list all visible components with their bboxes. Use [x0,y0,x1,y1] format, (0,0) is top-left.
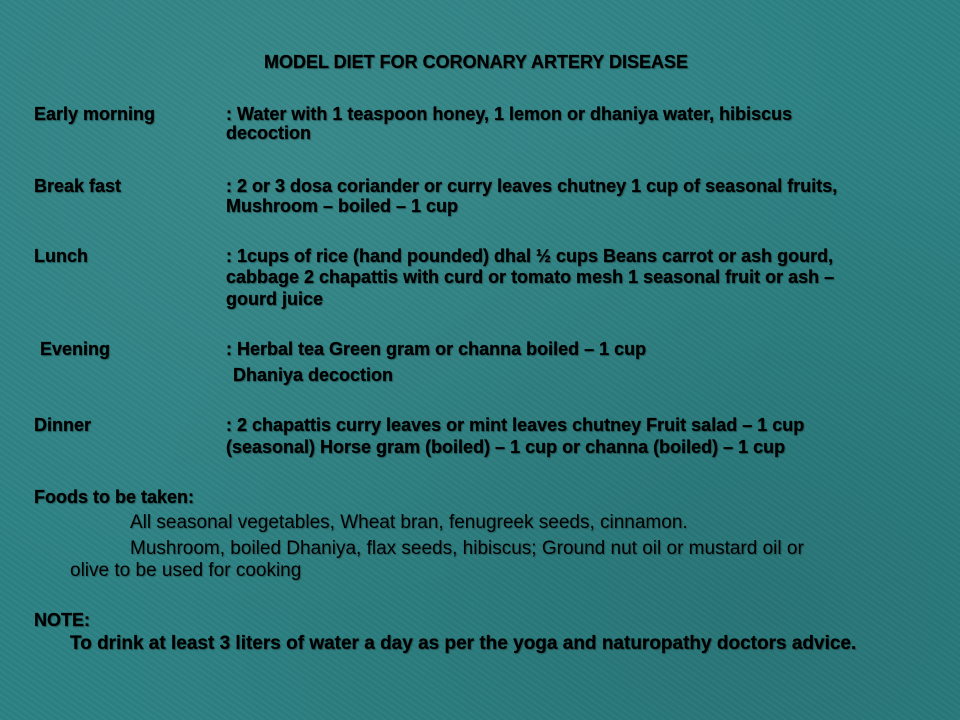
meal-desc-lunch-line2: cabbage 2 chapattis with curd or tomato mesh 1 seasonal fruit or ash – [226,267,835,287]
meal-label-breakfast: Break fast [34,176,122,196]
meal-desc-breakfast-line2: Mushroom – boiled – 1 cup [226,196,459,216]
foods-line-1: All seasonal vegetables, Wheat bran, fenugreek seeds, cinnamon. [130,512,688,533]
meal-desc-dinner-line1: : 2 chapattis curry leaves or mint leaves chutney Fruit salad – 1 cup [226,415,805,435]
meal-desc-breakfast-line1: : 2 or 3 dosa coriander or curry leaves chutney 1 cup of seasonal fruits, [226,176,838,196]
meal-desc-lunch-line3: gourd juice [226,289,324,309]
meal-desc-dinner-line2: (seasonal) Horse gram (boiled) – 1 cup or channa (boiled) – 1 cup [226,437,786,457]
foods-heading: Foods to be taken: [34,487,195,507]
note-text: To drink at least 3 liters of water a day as per the yoga and naturopathy doctors advice. [70,633,857,654]
meal-desc-early-morning-line2: decoction [226,123,312,143]
meal-desc-early-morning-line1: : Water with 1 teaspoon honey, 1 lemon or dhaniya water, hibiscus [226,104,793,124]
note-heading: NOTE: [34,610,90,630]
slide-title: MODEL DIET FOR CORONARY ARTERY DISEASE [263,52,689,72]
meal-desc-evening-line2: Dhaniya decoction [233,365,394,385]
meal-label-early-morning: Early morning [34,104,156,124]
meal-label-lunch: Lunch [34,246,88,266]
meal-desc-evening-line1: : Herbal tea Green gram or channa boiled – 1 cup [226,339,647,359]
foods-line-2a: Mushroom, boiled Dhaniya, flax seeds, hibiscus; Ground nut oil or mustard oil or [130,538,804,559]
meal-desc-lunch-line1: : 1cups of rice (hand pounded) dhal ½ cups Beans carrot or ash gourd, [226,246,834,266]
meal-label-dinner: Dinner [34,415,92,435]
foods-line-2b: olive to be used for cooking [70,560,302,581]
meal-label-evening: Evening [40,339,111,359]
